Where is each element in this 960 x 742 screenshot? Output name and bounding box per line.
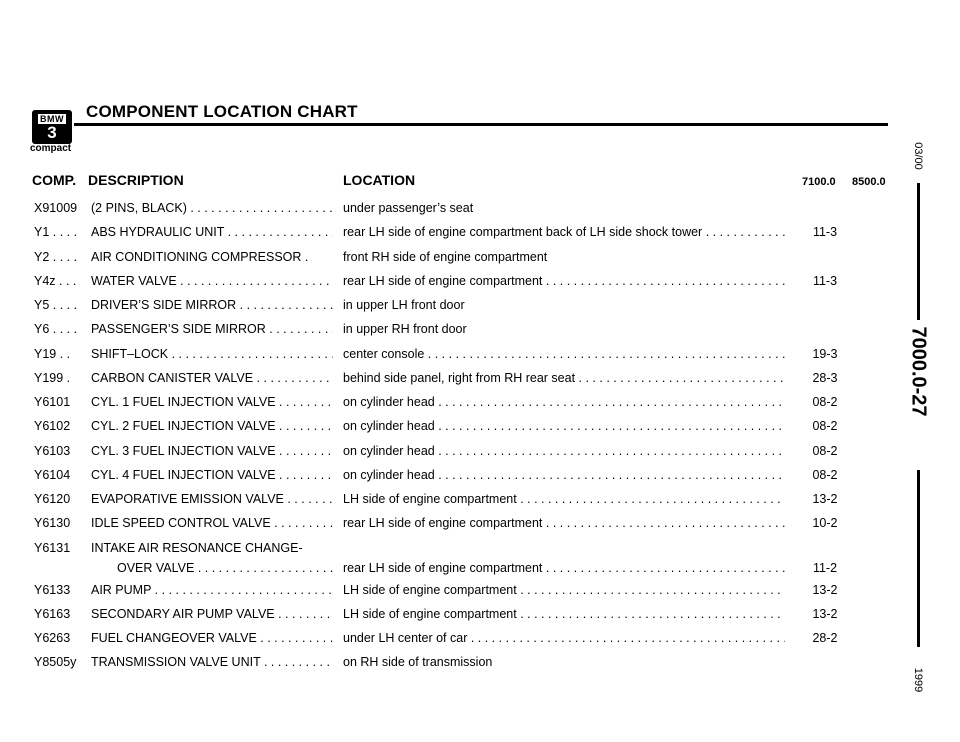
table-row [0,369,893,393]
table-row [0,581,893,605]
table-row [0,466,893,490]
component-description: ABS HYDRAULIC UNIT . . . [91,225,333,239]
table-row [0,296,893,320]
logo-brand: BMW [40,114,64,124]
logo-model: 3 [47,123,57,142]
reference-7100: 13-2 [812,492,838,506]
component-location: on cylinder head . . . [343,395,785,409]
column-header-8500: 8500.0 [852,176,886,188]
component-location: center console . . . [343,347,785,361]
component-code: Y1 . . . . [34,225,78,240]
reference-7100: 11-2 [812,560,838,575]
side-page-number: 7000.0-27 [907,326,930,417]
table-row [0,490,893,514]
reference-7100: 08-2 [812,467,838,482]
column-header-location: LOCATION [343,172,416,188]
page-title: COMPONENT LOCATION CHART [86,102,358,121]
title-rule [74,123,888,126]
component-description: CYL. 3 FUEL INJECTION VALVE . . . [91,444,333,458]
component-description-cont: OVER VALVE . . . [117,561,333,575]
component-table [0,199,893,678]
component-code: Y6101 [34,395,71,409]
side-year: 1999 [912,667,924,693]
component-description: (2 PINS, BLACK) . . . [91,201,333,215]
reference-7100: 28-3 [812,370,838,385]
component-location: rear LH side of engine compartment . . . [343,516,785,530]
component-location: rear LH side of engine compartment back of LH side shock tower . . . [343,225,785,239]
component-code: Y4z . . . [34,273,77,288]
component-location: front RH side of engine compartment [343,249,548,264]
reference-7100: 10-2 [812,516,838,531]
component-description: PASSENGER’S SIDE MIRROR . . . [91,322,333,336]
component-description: EVAPORATIVE EMISSION VALVE . . . [91,492,333,506]
component-location: under passenger’s seat [343,201,474,215]
component-description: IDLE SPEED CONTROL VALVE . . . [91,516,333,530]
column-header-description: DESCRIPTION [88,172,184,188]
component-description: CYL. 1 FUEL INJECTION VALVE . . . [91,395,333,409]
component-code: Y6263 [34,631,71,645]
column-header-7100: 7100.0 [802,176,836,188]
table-row [0,442,893,466]
table-row [0,514,893,538]
table-row [0,223,893,247]
side-margin [893,0,953,742]
reference-7100: 11-3 [812,225,838,240]
component-code: Y6103 [34,443,71,458]
bmw-3-compact-logo [30,110,74,154]
component-description: CYL. 2 FUEL INJECTION VALVE . . . [91,419,333,433]
component-location: under LH center of car . . . [343,631,785,645]
table-row [0,629,893,653]
component-location: rear LH side of engine compartment . . . [343,561,785,575]
reference-7100: 08-2 [812,419,838,434]
reference-7100: 08-2 [812,395,838,409]
component-code: Y8505y [34,655,77,670]
component-code: Y6133 [34,582,71,597]
component-description: SHIFT–LOCK . . . [91,347,333,361]
component-description: TRANSMISSION VALVE UNIT . . . [91,655,333,669]
component-description: AIR CONDITIONING COMPRESSOR . [91,249,309,264]
reference-7100: 08-2 [812,443,838,458]
table-row [0,272,893,296]
component-code: Y6102 [34,419,71,434]
table-row [0,320,893,344]
component-code: Y6120 [34,492,71,506]
table-row [0,653,893,677]
component-code: Y199 . [34,370,71,385]
component-description: DRIVER’S SIDE MIRROR . . . [91,298,333,312]
table-row [0,539,893,581]
component-code: Y5 . . . . [34,298,78,312]
reference-7100: 28-2 [812,631,838,645]
component-code: Y19 . . [34,346,71,361]
component-location: in upper LH front door [343,298,465,312]
component-description: FUEL CHANGEOVER VALVE . . . [91,631,333,645]
reference-7100: 19-3 [812,346,838,361]
component-location: rear LH side of engine compartment . . . [343,274,785,288]
component-location: LH side of engine compartment . . . [343,492,785,506]
side-date: 03/00 [912,142,924,170]
component-description: SECONDARY AIR PUMP VALVE . . . [91,607,333,621]
component-location: LH side of engine compartment . . . [343,607,785,621]
component-description: AIR PUMP . . . [91,583,333,597]
table-row [0,199,893,223]
side-rule-upper [917,183,920,320]
column-header-comp: COMP. [32,172,77,188]
component-description: WATER VALVE . . . [91,274,333,288]
table-row [0,393,893,417]
table-row [0,605,893,629]
component-location: on cylinder head . . . [343,468,785,482]
component-location: on RH side of transmission [343,655,493,670]
table-row [0,248,893,272]
component-location: behind side panel, right from RH rear seat . . . [343,371,785,385]
reference-7100: 13-2 [812,582,838,597]
logo-badge [32,110,72,144]
side-rule-lower [917,470,920,647]
component-code: Y6131 [34,540,71,555]
logo-subtitle: compact [30,143,72,154]
component-location: LH side of engine compartment . . . [343,583,785,597]
component-code: X91009 [34,201,78,215]
component-code: Y2 . . . . [34,249,78,264]
component-location: in upper RH front door [343,322,467,337]
component-description: CYL. 4 FUEL INJECTION VALVE . . . [91,468,333,482]
table-row [0,417,893,441]
component-description: INTAKE AIR RESONANCE CHANGE- [91,540,303,555]
component-code: Y6130 [34,516,71,531]
reference-7100: 13-2 [812,606,838,621]
component-code: Y6104 [34,467,71,482]
component-code: Y6163 [34,606,71,621]
component-code: Y6 . . . . [34,322,78,337]
component-description: CARBON CANISTER VALVE . . . [91,371,333,385]
table-row [0,345,893,369]
component-location: on cylinder head . . . [343,419,785,433]
component-location: on cylinder head . . . [343,444,785,458]
reference-7100: 11-3 [812,273,838,288]
